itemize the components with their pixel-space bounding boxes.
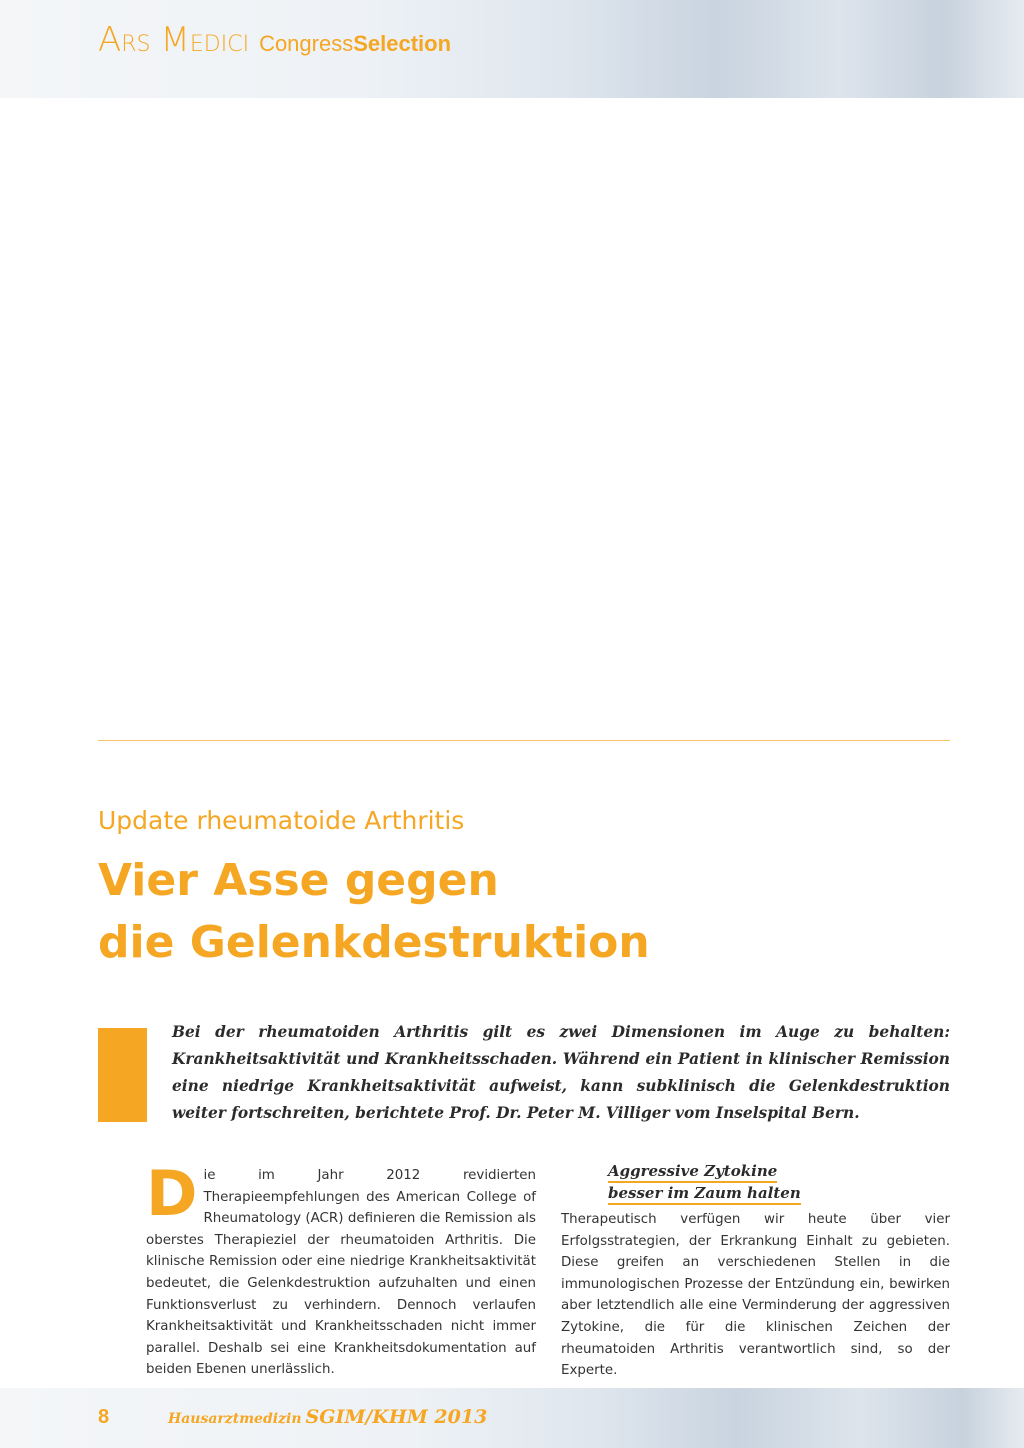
- logo-ars: [98, 20, 151, 60]
- body-column-left: [146, 1157, 536, 1381]
- logo-ars-initial: A: [98, 20, 122, 60]
- section-subheading: [608, 1161, 838, 1205]
- subheading-line-2: besser im Zaum halten: [608, 1183, 801, 1205]
- drop-cap: D: [146, 1157, 198, 1230]
- footer-band: [0, 1388, 1024, 1448]
- logo-medici: [161, 20, 250, 60]
- article-headline: [98, 850, 650, 974]
- body-column-right: Therapeutisch verfügen wir heute über vier Erfolgsstrategien, der Erkrankung Einhalt zu gebieten. Diese greifen an verschiedenen Stellen in die immunologischen Prozesse der Entzündung ein, bewirken aber letztendlich alle eine Verminderung der aggressiven Zytokine, die für die klinischen Zeichen der rheumatoiden Arthritis verantwortlich sind, so der Experte.: [561, 1212, 950, 1379]
- footer-title-part-2: SGIM/KHM 2013: [305, 1406, 488, 1428]
- logo-medici-initial: M: [160, 20, 190, 60]
- footer-publication-title: [168, 1406, 487, 1428]
- page-number: 8: [98, 1406, 110, 1428]
- footer-title-part-1: Hausarztmedizin: [168, 1411, 302, 1427]
- ars-medici-logo: [98, 20, 451, 60]
- headline-line-2: die Gelenkdestruktion: [98, 917, 650, 968]
- body-left-text: ie im Jahr 2012 revidierten Therapieempfehlungen des American College of Rheumatology (ACR) definieren die Remission als oberstes Therapieziel der rheumatoiden Arthritis. Die klinische Remission oder eine niedrige Krankheitsaktivität bedeutet, die Gelenkdestruktion aufzuhalten und einen Funktionsverlust zu verhindern. Dennoch verlaufen Krankheitsaktivität und Krankheitsschaden nicht immer parallel. Deshalb sei eine Krankheitsdokumentation auf beiden Ebenen unerlässlich.: [146, 1168, 536, 1378]
- section-divider: [98, 740, 950, 741]
- logo-selection: Selection: [353, 31, 452, 56]
- lead-accent-bar: [98, 1028, 147, 1122]
- subheading-line-1: Aggressive Zytokine: [608, 1161, 777, 1183]
- logo-ars-rest: RS: [121, 32, 151, 57]
- logo-congress: Congress: [259, 31, 354, 56]
- logo-medici-rest: EDICI: [189, 32, 250, 57]
- article-lead: Bei der rheumatoiden Arthritis gilt es zwei Dimensionen im Auge zu behalten: Krankheitsaktivität und Krankheitsschaden. Während ein Patient in klinischer Remission eine niedrige Krankheitsaktivität aufweist, kann subklinisch die Gelenkdestruktion weiter fortschreiten, berichtete Prof. Dr. Peter M. Villiger vom Inselspital Bern.: [172, 1023, 950, 1122]
- headline-line-1: Vier Asse gegen: [98, 855, 499, 906]
- article-kicker: Update rheumatoide Arthritis: [98, 806, 465, 835]
